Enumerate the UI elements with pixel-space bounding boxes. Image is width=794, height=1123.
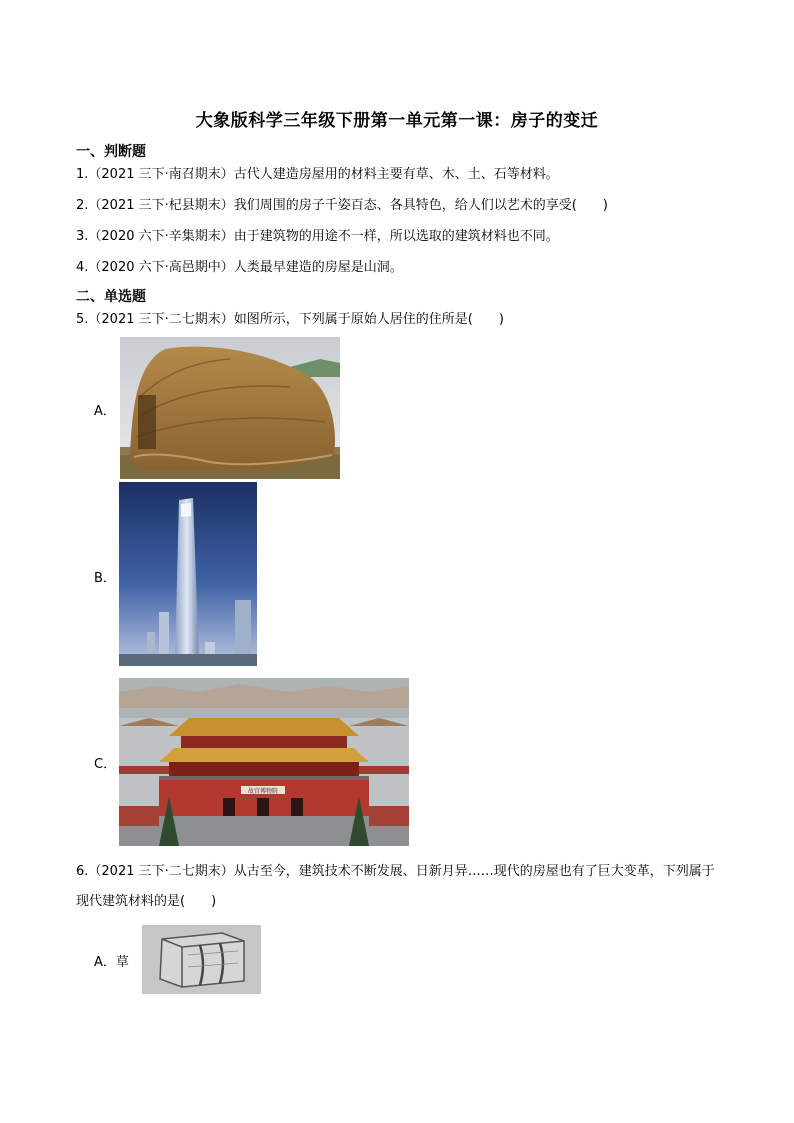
thatched-hut-photo	[120, 337, 340, 479]
section-true-false: 一、判断题	[76, 144, 146, 160]
question-1: 1.（2021 三下·南召期末）古代人建造房屋用的材料主要有草、木、土、石等材料。	[76, 167, 559, 182]
q5-option-a-label: A．	[94, 404, 116, 419]
question-4: 4.（2020 六下·高邑期中）人类最早建造的房屋是山洞。	[76, 260, 403, 275]
q6-option-a-label: A．草	[94, 955, 129, 970]
question-5: 5.（2021 三下·二七期末）如图所示，下列属于原始人居住的住所是( )	[76, 312, 504, 327]
q5-option-b-label: B．	[94, 571, 116, 586]
q5-option-c-label: C．	[94, 757, 117, 772]
question-2: 2.（2021 三下·杞县期末）我们周围的房子千姿百态、各具特色，给人们以艺术的享受( )	[76, 198, 608, 213]
question-3: 3.（2020 六下·辛集期末）由于建筑物的用途不一样，所以选取的建筑材料也不同。	[76, 229, 559, 244]
forbidden-city-photo	[119, 678, 409, 846]
document-title: 大象版科学三年级下册第一单元第一课：房子的变迁	[195, 111, 599, 131]
straw-bale-sketch	[142, 925, 261, 994]
museum-sign-text: 故宫博物院	[247, 788, 279, 795]
skyscraper-photo	[119, 482, 257, 666]
section-single-choice: 二、单选题	[76, 289, 146, 305]
question-6: 6.（2021 三下·二七期末）从古至今，建筑技术不断发展、日新月异……现代的房屋也有了巨大变革，下列属于现代建筑材料的是( )	[76, 864, 715, 909]
